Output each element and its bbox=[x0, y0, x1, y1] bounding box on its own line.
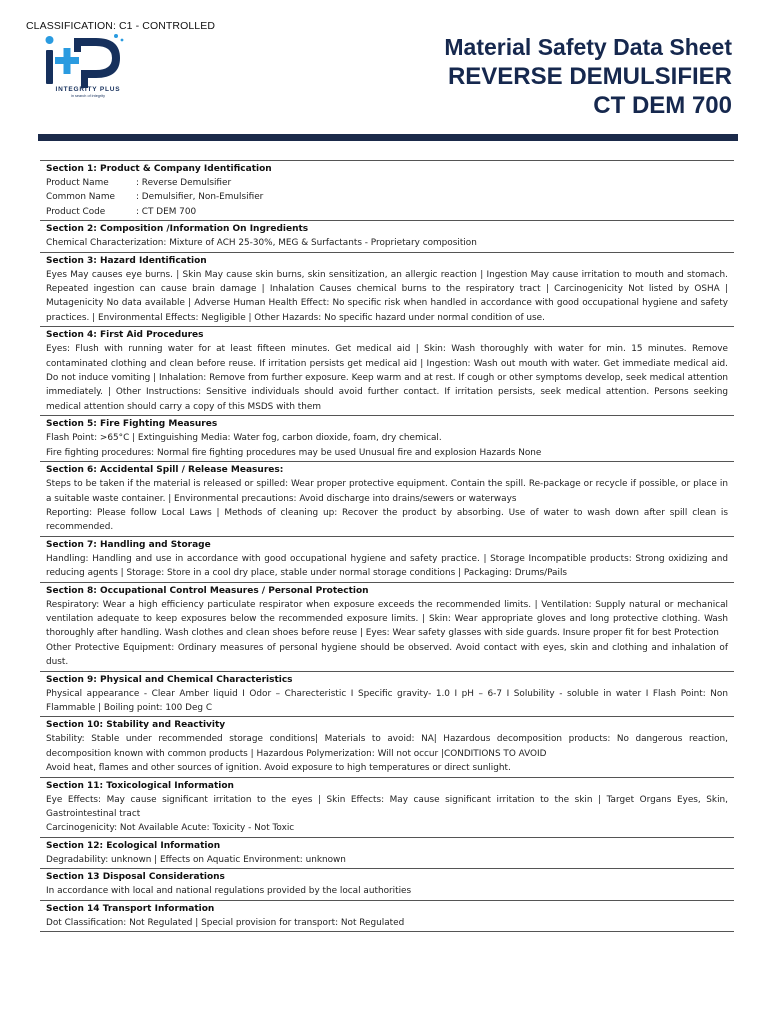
section-10-line-1: Stability: Stable under recommended storage conditions| Materials to avoid: NA| Hazardous decomposition products: No dangerous reaction, decomposition known with common products | Hazardous Polymerization: Will not occur |CONDITIONS TO AVOID bbox=[46, 734, 728, 759]
section-9 bbox=[40, 671, 734, 717]
msds-sections bbox=[40, 160, 734, 932]
classification-label: CLASSIFICATION: C1 - CONTROLLED bbox=[26, 20, 216, 32]
section-11-line-1: Eye Effects: May cause significant irritation to the eyes | Skin Effects: May cause significant irritation to the skin | Target Organs Eyes, Skin, Gastrointestinal tract bbox=[46, 794, 728, 819]
section-1-title: Section 1: Product & Company Identification bbox=[46, 164, 272, 174]
section-5-title: Section 5: Fire Fighting Measures bbox=[46, 419, 218, 430]
common-name-row bbox=[46, 190, 728, 204]
section-11-line-2: Carcinogenicity: Not Available Acute: Toxicity - Not Toxic bbox=[46, 823, 295, 834]
section-8-line-1: Respiratory: Wear a high efficiency particulate respirator when exposure exceeds the recommended limits. | Ventilation: Supply natural or mechanical ventilation adequate to keep exposures below the recommended exposure limits. | Skin: Wear appropriate gloves and long protective clothing. Wash thoroughly after handling. Wash clothes and clean shoes before reuse | Eyes: Wear safety glasses with side guards. Insure proper fit for best Protection bbox=[46, 599, 728, 639]
section-11-title: Section 11: Toxicological Information bbox=[46, 780, 234, 791]
section-8-line-2: Other Protective Equipment: Ordinary measures of personal hygiene should be observed. Avoid contact with eyes, skin and clothing and inhalation of dust. bbox=[46, 642, 728, 668]
section-5-line-1: Flash Point: >65°C | Extinguishing Media: Water fog, carbon dioxide, foam, dry chemical. bbox=[46, 433, 442, 444]
section-12-text: Degradability: unknown | Effects on Aquatic Environment: unknown bbox=[46, 854, 346, 865]
section-7-title: Section 7: Handling and Storage bbox=[46, 539, 211, 550]
section-1 bbox=[40, 160, 734, 220]
section-13-text: In accordance with local and national regulations provided by the local authorities bbox=[46, 886, 412, 897]
section-14-title: Section 14 Transport Information bbox=[46, 903, 215, 914]
common-name-value: : Demulsifier, Non-Emulsifier bbox=[136, 192, 264, 203]
product-name-label: Product Name bbox=[46, 178, 109, 188]
title-line-3: CT DEM 700 bbox=[593, 92, 732, 119]
section-5-line-2: Fire fighting procedures: Normal fire fighting procedures may be used Unusual fire and explosion Hazards None bbox=[46, 447, 542, 458]
section-7 bbox=[40, 536, 734, 582]
section-10-title: Section 10: Stability and Reactivity bbox=[46, 720, 226, 731]
section-8-title: Section 8: Occupational Control Measures / Personal Protection bbox=[46, 585, 369, 596]
section-6 bbox=[40, 461, 734, 536]
section-2-title: Section 2: Composition /Information On Ingredients bbox=[46, 224, 309, 235]
product-code-value: : CT DEM 700 bbox=[136, 206, 197, 217]
title-line-1: Material Safety Data Sheet bbox=[444, 34, 732, 60]
document-title bbox=[444, 33, 732, 120]
section-6-line-2: Reporting: Please follow Local Laws | Methods of cleaning up: Recover the product by absorbing. Use of water to wash down after spill clean is recommended. bbox=[46, 507, 728, 533]
section-2 bbox=[40, 220, 734, 251]
section-3 bbox=[40, 252, 734, 327]
section-13-title: Section 13 Disposal Considerations bbox=[46, 872, 225, 883]
section-8 bbox=[40, 582, 734, 671]
section-14 bbox=[40, 900, 734, 932]
section-12 bbox=[40, 837, 734, 868]
section-2-text: Chemical Characterization: Mixture of ACH 25-30%, MEG & Surfactants - Proprietary composition bbox=[46, 238, 477, 249]
common-name-label: Common Name bbox=[46, 192, 115, 203]
logo-tagline: in search of integrity bbox=[71, 94, 105, 98]
product-code-label: Product Code bbox=[46, 206, 106, 217]
logo-brand-name: INTEGRITY PLUS bbox=[55, 86, 121, 93]
section-10-line-2: Avoid heat, flames and other sources of ignition. Avoid exposure to high temperatures or direct sunlight. bbox=[46, 763, 511, 774]
section-10 bbox=[40, 716, 734, 776]
product-name-value: : Reverse Demulsifier bbox=[136, 178, 232, 188]
product-code-row bbox=[46, 205, 728, 219]
section-14-text: Dot Classification: Not Regulated | Special provision for transport: Not Regulated bbox=[46, 917, 405, 928]
section-12-title: Section 12: Ecological Information bbox=[46, 840, 221, 851]
title-line-2: REVERSE DEMULSIFIER bbox=[447, 63, 732, 90]
section-4 bbox=[40, 326, 734, 415]
section-9-text: Physical appearance - Clear Amber liquid I Odor – Charecteristic I Specific gravity- 1.0 I pH – 6-7 I Solubility - soluble in water I Flash Point: Non Flammable | Boiling point: 100 Deg C bbox=[46, 688, 728, 713]
section-5 bbox=[40, 415, 734, 461]
section-6-title: Section 6: Accidental Spill / Release Measures: bbox=[46, 465, 284, 476]
section-4-text: Eyes: Flush with running water for at least fifteen minutes. Get medical aid | Skin: Wash thoroughly with water for min. 15 minutes. Remove contaminated clothing and clean before reuse. If irritation persists get medical aid | Ingestion: Wash out mouth with water. Get immediate medical aid. Do not induce vomiting | Inhalation: Remove from further exposure. Keep warm and at rest. If cough or other symptoms develop, seek medical attention immediately. | Other Instructions: Sensitive individuals should avoid further contact. If irritation persists, seek medical attention. Persons seeking medical attention should carry a copy of this MSDS with them bbox=[46, 344, 728, 412]
section-3-text: Eyes May causes eye burns. | Skin May cause skin burns, skin sensitization, an allergic reaction | Ingestion May cause irritation to mouth and stomach. Repeated ingestion can cause brain damage | Inhalation Causes chemical burns to the respiratory tract | Carcinogenicity Not listed by OSHA | Mutagenicity No data available | Adverse Human Health Effect: No specific risk when handled in accordance with good occupational hygiene and safety practices. | Environmental Effects: Negligible | Other Hazards: No specific hazard under normal condition of use. bbox=[46, 269, 728, 323]
header-divider-bar bbox=[38, 134, 738, 141]
product-name-row bbox=[46, 176, 728, 190]
section-3-title: Section 3: Hazard Identification bbox=[46, 255, 207, 266]
section-4-title: Section 4: First Aid Procedures bbox=[46, 330, 204, 341]
section-9-title: Section 9: Physical and Chemical Characteristics bbox=[46, 674, 293, 685]
section-11 bbox=[40, 777, 734, 837]
section-7-text: Handling: Handling and use in accordance with good occupational hygiene and safety practice. | Storage Incompatible products: Strong oxidizing and reducing agents | Storage: Store in a cool dry place, stable under normal storage conditions | Packaging: Drums/Pails bbox=[46, 553, 728, 579]
section-13 bbox=[40, 868, 734, 899]
section-6-line-1: Steps to be taken if the material is released or spilled: Wear proper protective equipment. Contain the spill. Re-package or recycle if possible, or place in a suitable waste container. | Environmental precautions: Avoid discharge into drains/sewers or waterways bbox=[46, 479, 728, 504]
